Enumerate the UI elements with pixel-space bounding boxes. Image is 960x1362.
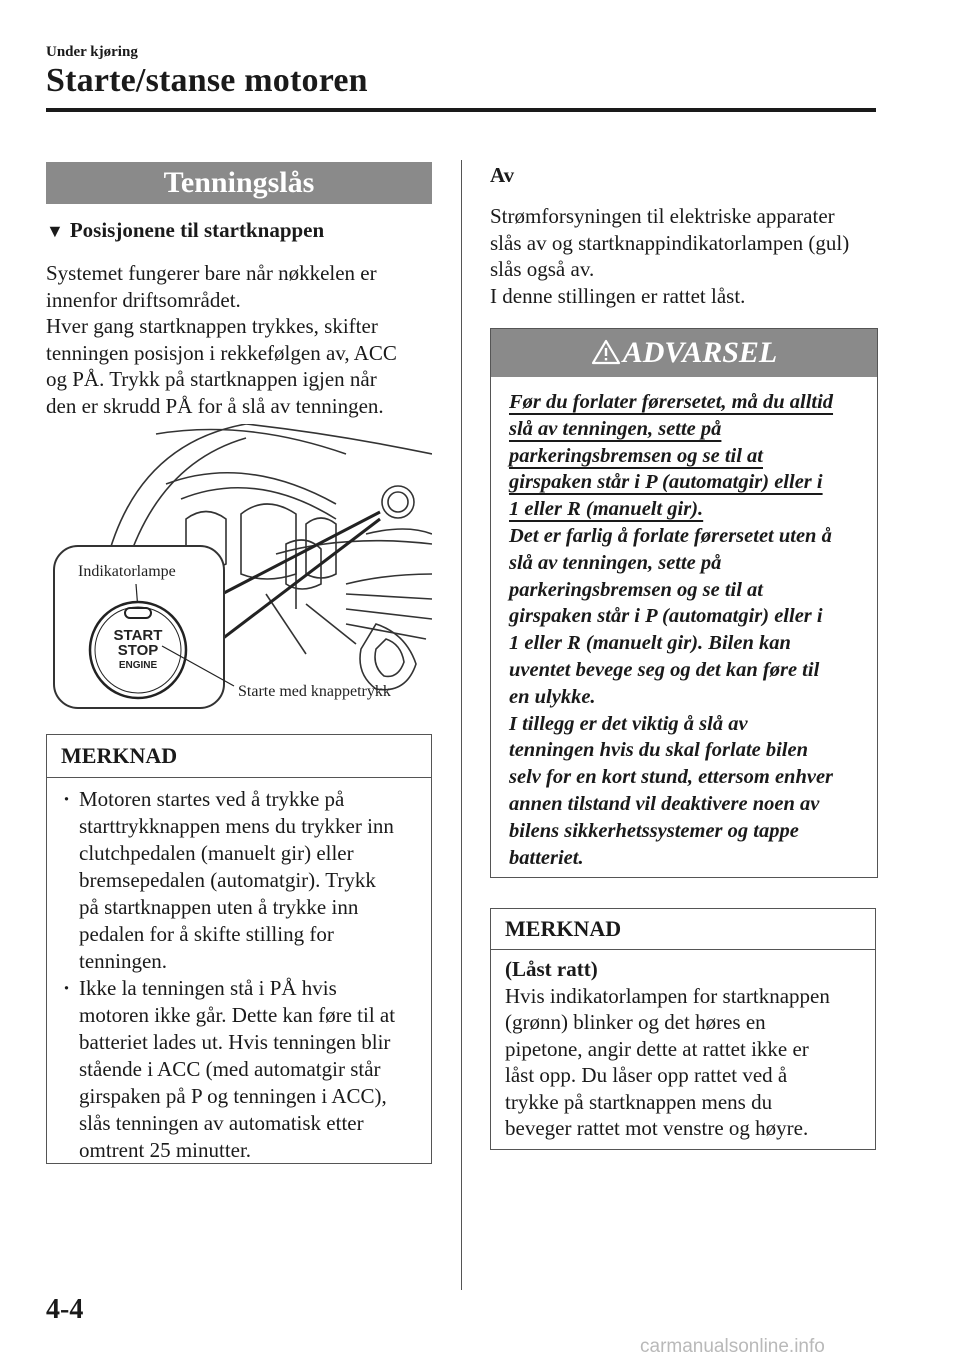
note-subtitle: (Låst ratt) (505, 957, 598, 981)
press-label: Starte med knappetrykk (238, 683, 391, 700)
subheading-text: Posisjonene til startknappen (69, 218, 325, 242)
av-paragraph: Strømforsyningen til elektriske apparater slås av og startknappindikatorlampen (gul) slås også av. I denne stillingen er rattet låst. (490, 204, 850, 308)
intro-line: den er skrudd PÅ for å slå av tenningen. (46, 393, 384, 418)
note-bullet: · Ikke la tenningen stå i PÅ hvis motoren ikke går. Dette kan føre til at batteriet lades ut. Hvis tenningen blir stående i ACC (med automatgir står girspaken på P og tenningen i ACC), slås tenningen av automatisk etter omtrent 25 minutter. (47, 975, 431, 1164)
note-box-right (490, 908, 876, 1150)
note-title: MERKNAD (505, 916, 622, 941)
intro-line: og PÅ. Trykk på startknappen igjen når (46, 367, 377, 391)
section-heading-tenningslas: Tenningslås (46, 162, 432, 204)
note-title: MERKNAD (61, 743, 178, 768)
warning-title: ADVARSEL (622, 336, 778, 369)
button-text-engine: ENGINE (118, 660, 158, 671)
page-title: Starte/stanse motoren (46, 62, 368, 99)
triangle-marker-icon: ▼ (46, 221, 64, 241)
intro-line: Hver gang startknappen trykkes, skifter (46, 314, 378, 338)
warning-triangle-icon (591, 339, 621, 365)
header-divider (46, 108, 876, 112)
section-label: Under kjøring (46, 44, 138, 60)
button-text-start: START (113, 627, 163, 644)
warning-header (491, 329, 877, 377)
indicator-label: Indikatorlampe (78, 563, 176, 580)
intro-line: innenfor driftsområdet. (46, 287, 241, 312)
warning-body: Før du forlater førersetet, må du alltid slå av tenningen, sette på parkeringsbremsen og se til at girspaken står i P (automatgir) eller i 1 eller R (manuelt gir). Det er farlig å forlate førersetet uten å slå av tenningen, sette på parkeringsbremsen og se til at girspaken står i P (automatgir) eller i 1 eller R (manuelt gir). Bilen kan uventet bevege seg og det kan føre til en ulykke. I tillegg er det viktig å slå av tenningen hvis du skal forlate bilen selv for en kort stund, ettersom enhver annen tilstand vil deaktivere noen av bilens sikkerhetssystemer og tappe batteriet. (509, 391, 834, 869)
button-text-stop: STOP (117, 642, 159, 659)
intro-paragraph (46, 260, 436, 419)
note-bullet: · Motoren startes ved å trykke på starttrykknappen mens du trykker inn clutchpedalen (manuelt gir) eller bremsepedalen (automatgir). Trykk på startknappen uten å trykke inn pedalen for å skifte stilling for tenningen. (47, 786, 431, 975)
note-content: (Låst ratt) Hvis indikatorlampen for startknappen (grønn) blinker og det høres en pipetone, angir dette at rattet ikke er låst opp. Du låser opp rattet ved å trykke på startknappen mens du beveger rattet mot venstre og høyre. (491, 950, 875, 1142)
page-number: 4-4 (46, 1294, 84, 1325)
intro-line: Systemet fungerer bare når nøkkelen er (46, 261, 377, 285)
start-button-illustration (46, 424, 432, 714)
intro-line: tenningen posisjon i rekkefølgen av, ACC (46, 340, 397, 365)
site-watermark[interactable]: carmanualsonline.info (640, 1336, 825, 1357)
subheading (46, 218, 324, 243)
note-box-left (46, 734, 432, 1164)
note-bullet-list (47, 778, 431, 1164)
indicator-lamp-icon (125, 608, 151, 618)
column-divider (461, 160, 462, 1290)
position-heading-av: Av (490, 163, 515, 187)
warning-box (490, 328, 878, 878)
